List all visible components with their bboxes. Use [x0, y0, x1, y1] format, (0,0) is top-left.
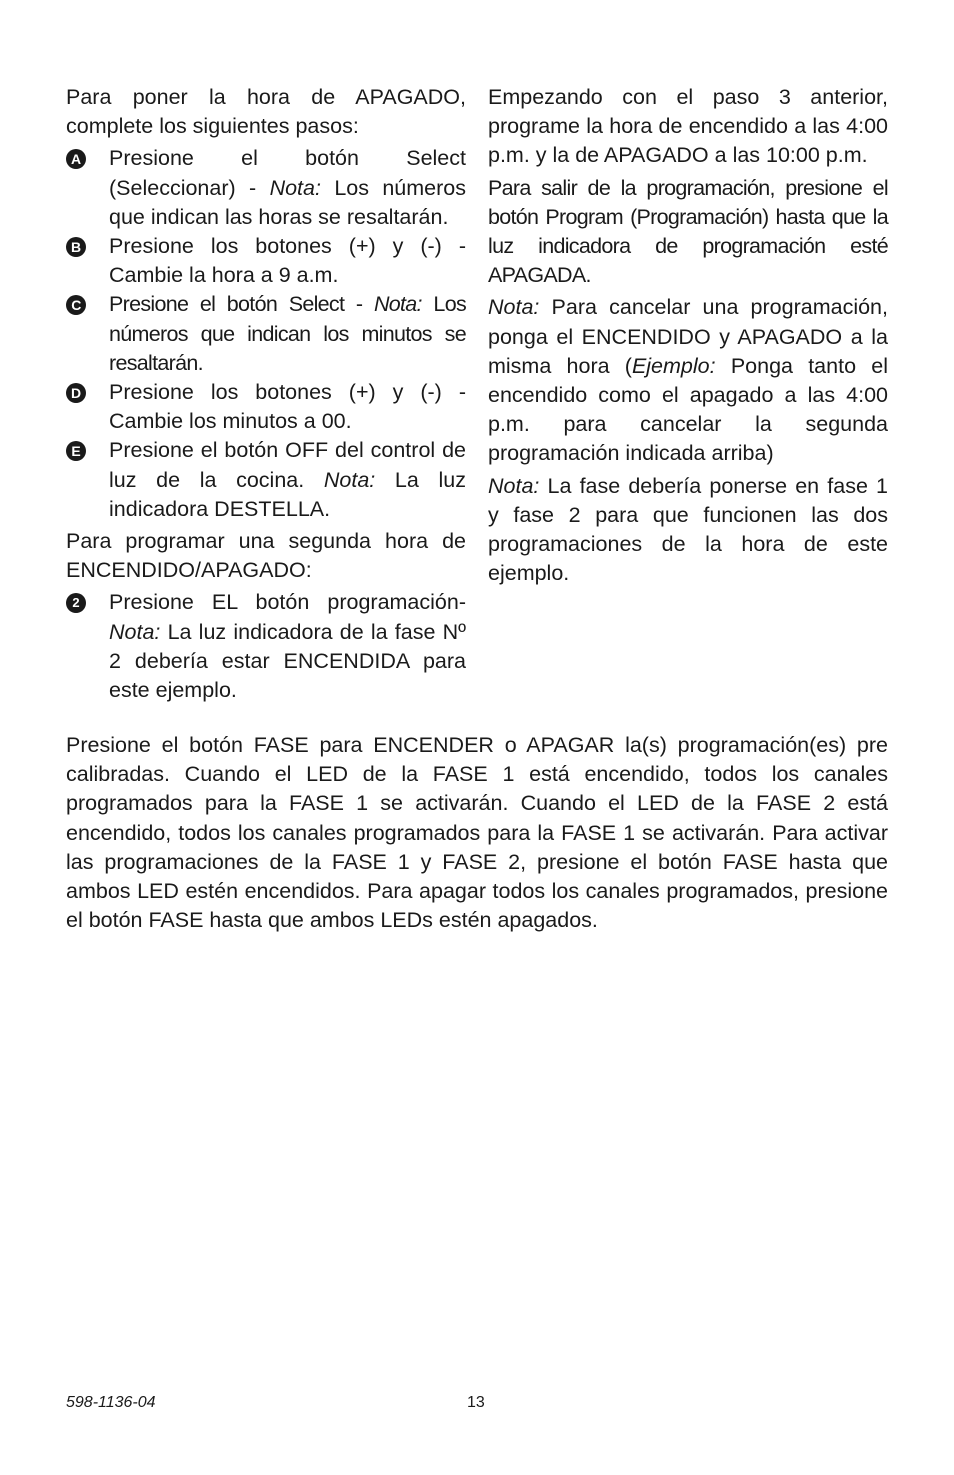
step-2-text-after: La luz indicadora de la fase Nº 2 debería estar ENCENDIDA para este ejemplo. [109, 619, 466, 703]
step-c-note: Nota: [373, 292, 422, 317]
step-2-marker-icon: 2 [66, 593, 86, 613]
step-a-text: Presione el botón Select (Seleccionar) - [109, 146, 466, 200]
right-p3-example: Ejemplo: [631, 353, 716, 378]
intro-paragraph: Para poner la hora de APAGADO, complete los siguientes pasos: [66, 85, 466, 139]
right-p4-text: La fase debería ponerse en fase 1 y fase 2 para que funcionen las dos programaciones de la hora de este ejemplo. [488, 473, 888, 586]
right-p3-text-b: Ponga tanto el encendido como el apagado a las 4:00 p.m. para cancelar la segunda programación indicada arriba) [488, 353, 888, 466]
right-paragraph-3 [488, 293, 888, 468]
step-2-text: Presione EL botón programación- [109, 590, 466, 615]
document-code: 598-1136-04 [66, 1394, 156, 1411]
step-c-text-after: Los números que indican los minutos se resaltarán. [109, 292, 466, 375]
step-b-text: Presione los botones (+) y (-) - Cambie la hora a 9 a.m. [109, 234, 466, 288]
right-p3-text-a: Para cancelar una programación, ponga el ENCENDIDO y APAGADO a la misma hora ( [488, 295, 888, 378]
step-a-text-after: Los números que indican las horas se resaltarán. [109, 175, 467, 229]
step-2 [66, 588, 466, 705]
step-a-marker-icon: A [66, 149, 86, 169]
left-column [66, 83, 466, 705]
page-number: 13 [467, 1394, 485, 1411]
right-p3-note: Nota: [488, 295, 540, 320]
step-e [66, 436, 466, 524]
step-2-note: Nota: [109, 619, 161, 644]
step-b [66, 232, 466, 290]
step-d-marker-icon: D [66, 383, 86, 403]
right-paragraph-4 [488, 472, 888, 589]
step-c-text: Presione el botón Select - [109, 292, 374, 317]
step-e-marker-icon: E [66, 441, 86, 461]
right-column [488, 83, 888, 591]
fase-paragraph: Presione el botón FASE para ENCENDER o APAGAR la(s) programación(es) pre calibradas. Cuando el LED de la FASE 1 está encendido, todos los canales programados para la FASE 1 se activarán. Cuando el LED de la FASE 2 está encendido, todos los canales programados para la FASE 1 se activarán. Para activar las programaciones de la FASE 1 y FASE 2, presione el botón FASE hasta que ambos LED estén encendidos. Para apagar todos los canales programados, presione el botón FASE hasta que ambos LEDs estén apagados. [66, 733, 888, 933]
right-paragraph-2: Para salir de la programación, presione el botón Program (Programación) hasta que la luz indicadora de programación esté APAGADA. [488, 175, 888, 288]
right-p4-note: Nota: [488, 473, 540, 498]
right-paragraph-1: Empezando con el paso 3 anterior, programe la hora de encendido a las 4:00 p.m. y la de APAGADO a las 10:00 p.m. [488, 85, 888, 168]
step-a [66, 144, 466, 232]
step-d [66, 378, 466, 436]
step-c-marker-icon: C [66, 295, 86, 315]
step-a-note: Nota: [269, 175, 321, 200]
second-intro-paragraph: Para programar una segunda hora de ENCENDIDO/APAGADO: [66, 529, 466, 583]
step-e-text: Presione el botón OFF del control de luz de la cocina. [109, 438, 466, 492]
step-e-text-after: La luz indicadora DESTELLA. [109, 467, 466, 521]
step-d-text: Presione los botones (+) y (-) - Cambie los minutos a 00. [109, 380, 466, 434]
step-c [66, 290, 466, 378]
step-b-marker-icon: B [66, 237, 86, 257]
step-e-note: Nota: [323, 467, 376, 492]
